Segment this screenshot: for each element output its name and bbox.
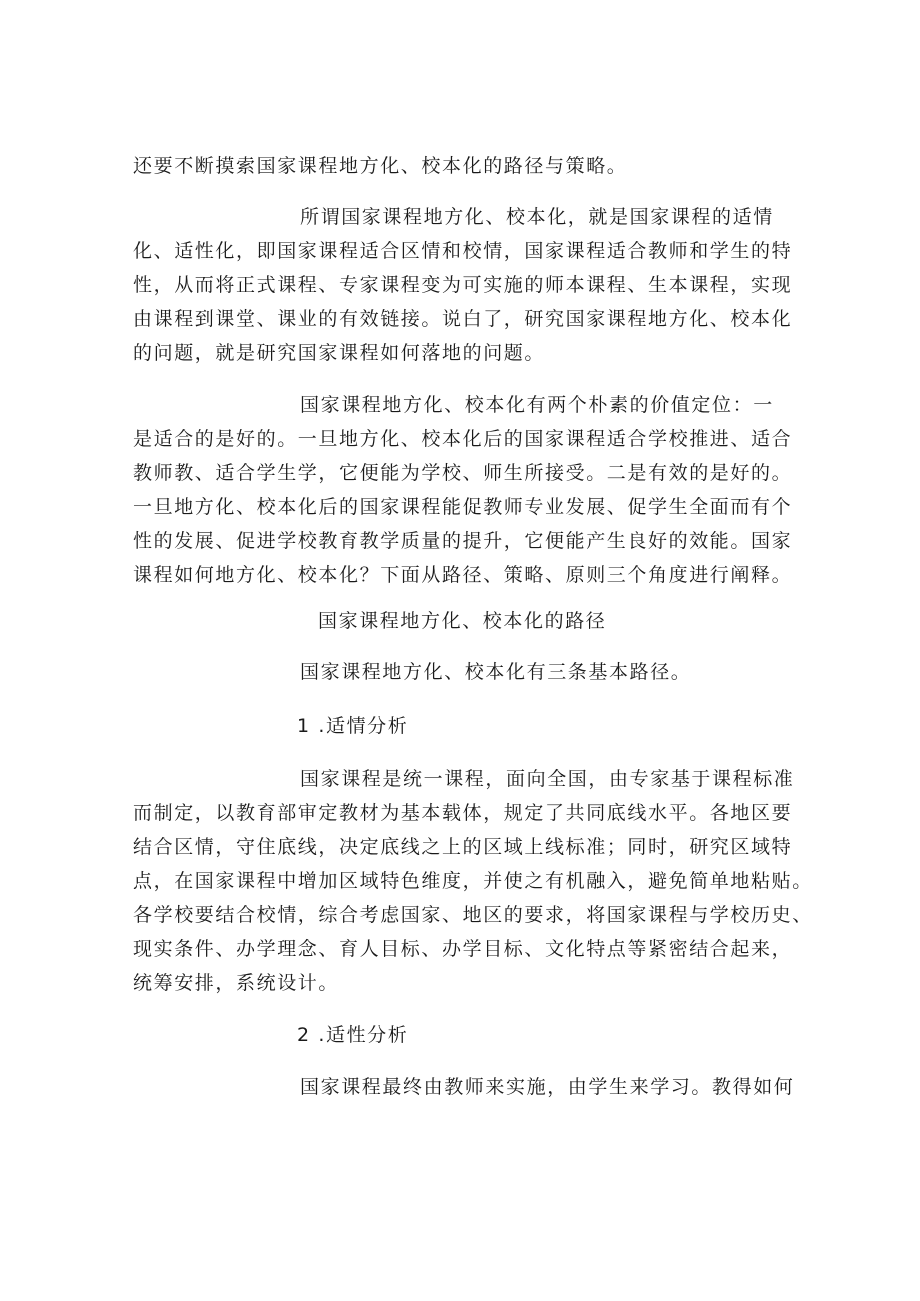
paragraph-sub1-line: 结合区情，守住底线，决定底线之上的区域上线标准；同时，研究区域特 bbox=[133, 836, 793, 858]
subsection-title-1: 1 .适情分析 bbox=[297, 715, 409, 737]
paragraph-sub1-line: 点，在国家课程中增加区域特色维度，并使之有机融入，避免简单地粘贴。 bbox=[133, 870, 813, 892]
paragraph-sub1-line: 现实条件、办学理念、育人目标、办学目标、文化特点等紧密结合起来， bbox=[133, 938, 793, 960]
paragraph-sub1-line: 各学校要结合校情，综合考虑国家、地区的要求，将国家课程与学校历史、 bbox=[133, 904, 813, 926]
paragraph-sub1-line: 国家课程是统一课程，面向全国，由专家基于课程标准 bbox=[300, 768, 795, 790]
paragraph-definition-line: 由课程到课堂、课业的有效链接。说白了，研究国家课程地方化、校本化 bbox=[133, 308, 793, 330]
paragraph-sub2-line: 国家课程最终由教师来实施，由学生来学习。教得如何 bbox=[300, 1076, 795, 1098]
subsection-title-2: 2 .适性分析 bbox=[297, 1024, 409, 1046]
paragraph-value-line: 一旦地方化、校本化后的国家课程能促教师专业发展、促学生全面而有个 bbox=[133, 496, 793, 518]
paragraph-value-line: 性的发展、促进学校教育教学质量的提升，它便能产生良好的效能。国家 bbox=[133, 530, 793, 552]
paragraph-intro-line: 还要不断摸索国家课程地方化、校本化的路径与策略。 bbox=[133, 155, 628, 177]
paragraph-definition-line: 所谓国家课程地方化、校本化，就是国家课程的适情 bbox=[300, 206, 774, 228]
paragraph-sub1-line: 而制定，以教育部审定教材为基本载体，规定了共同底线水平。各地区要 bbox=[133, 802, 793, 824]
section-intro: 国家课程地方化、校本化有三条基本路径。 bbox=[300, 661, 692, 683]
paragraph-definition-line: 的问题，就是研究国家课程如何落地的问题。 bbox=[133, 342, 546, 364]
paragraph-value-line: 是适合的是好的。一旦地方化、校本化后的国家课程适合学校推进、适合 bbox=[133, 428, 793, 450]
paragraph-value-line: 课程如何地方化、校本化？下面从路径、策略、原则三个角度进行阐释。 bbox=[133, 564, 793, 586]
paragraph-sub1-line: 统筹安排，系统设计。 bbox=[133, 972, 340, 994]
section-heading: 国家课程地方化、校本化的路径 bbox=[318, 610, 607, 632]
paragraph-definition-line: 化、适性化，即国家课程适合区情和校情，国家课程适合教师和学生的特 bbox=[133, 240, 793, 262]
paragraph-definition-line: 性，从而将正式课程、专家课程变为可实施的师本课程、生本课程，实现 bbox=[133, 274, 793, 296]
paragraph-value-line: 教师教、适合学生学，它便能为学校、师生所接受。二是有效的是好的。 bbox=[133, 462, 793, 484]
paragraph-value-line: 国家课程地方化、校本化有两个朴素的价值定位：一 bbox=[300, 394, 774, 416]
